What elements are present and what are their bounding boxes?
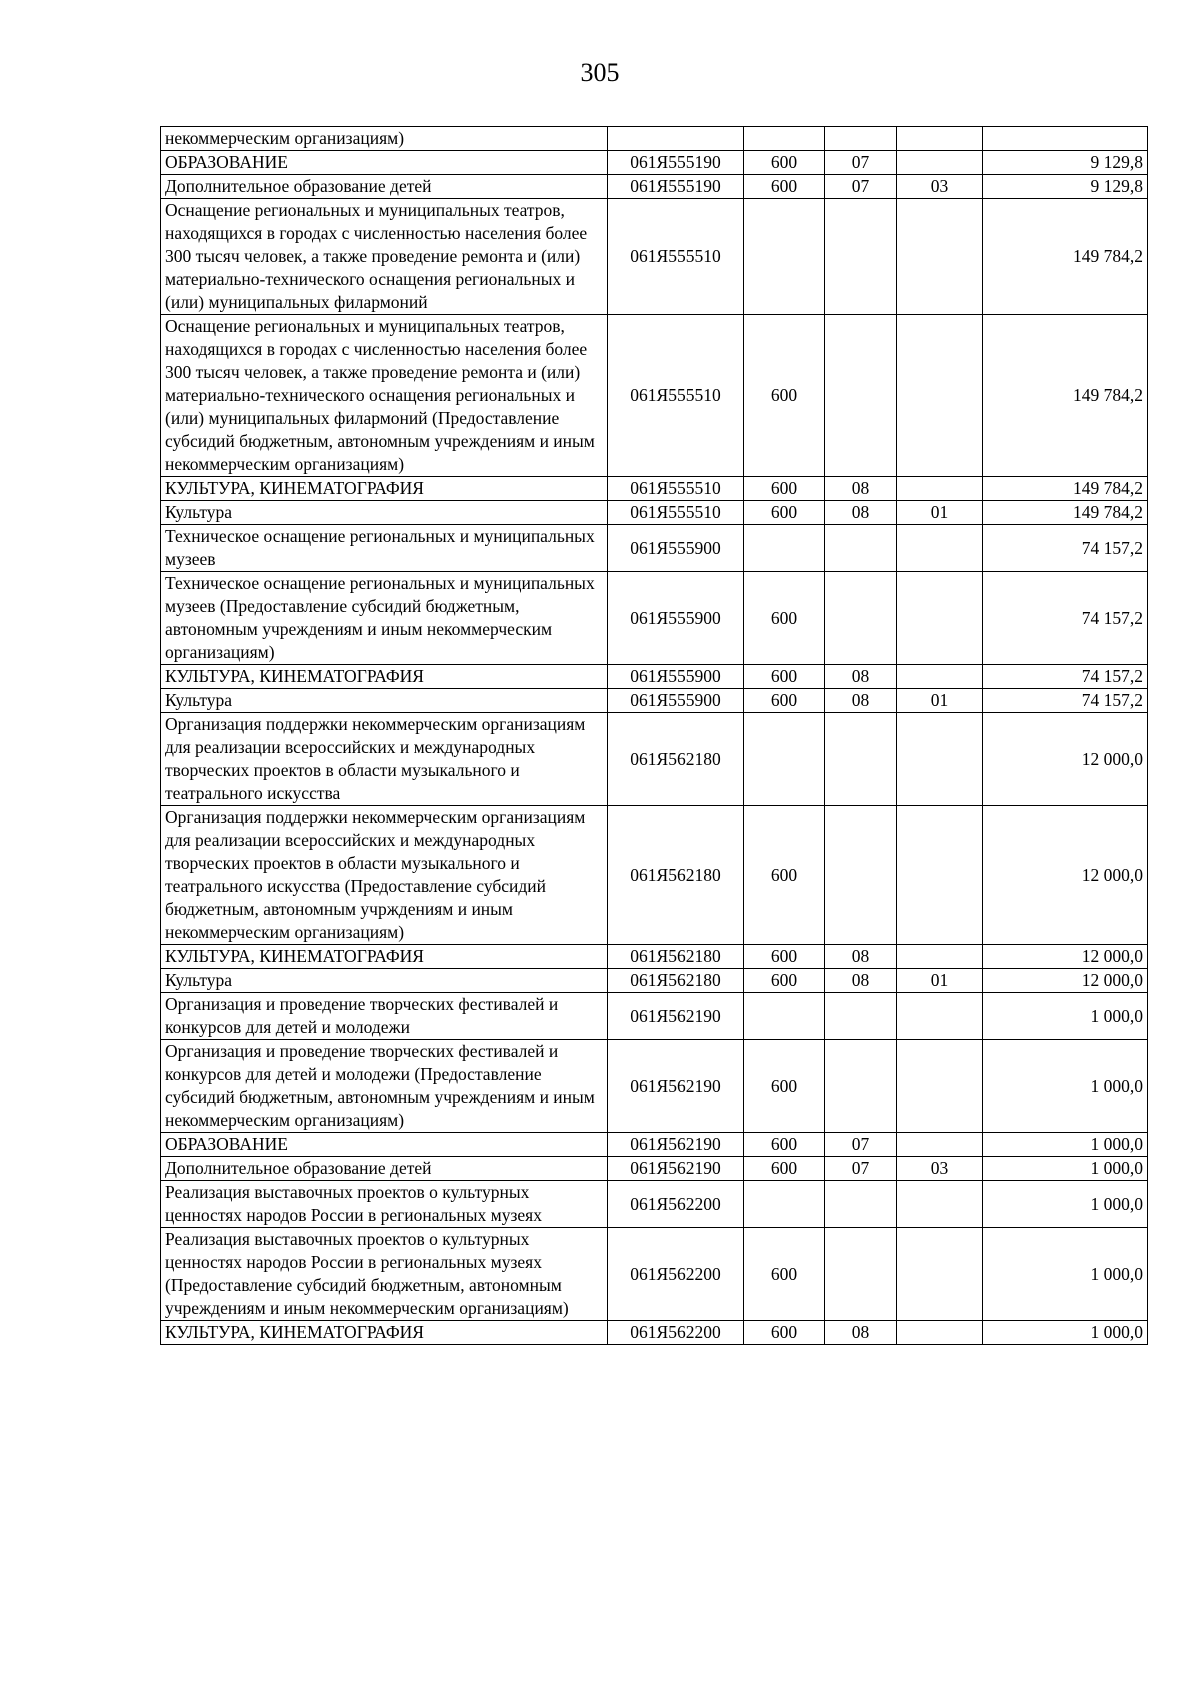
table-row (161, 1133, 1148, 1157)
target-code-cell: 061Я555900 (608, 689, 744, 713)
section-cell: 08 (825, 969, 897, 993)
row-name-cell: Дополнительное образование детей (161, 175, 608, 199)
row-name-cell: Культура (161, 689, 608, 713)
section-cell (825, 1228, 897, 1321)
table-row (161, 1157, 1148, 1181)
table-row (161, 501, 1148, 525)
subsection-cell (897, 315, 983, 477)
expense-type-cell: 600 (744, 477, 825, 501)
subsection-cell (897, 127, 983, 151)
subsection-cell (897, 1040, 983, 1133)
table-row (161, 199, 1148, 315)
row-name-cell: Дополнительное образование детей (161, 1157, 608, 1181)
expense-type-cell: 600 (744, 1228, 825, 1321)
expense-type-cell (744, 713, 825, 806)
row-name-cell: Реализация выставочных проектов о культурных ценностях народов России в региональных музеях (Предоставление субсидий бюджетным, автономным учреждениям и иным некоммерческим организациям) (161, 1228, 608, 1321)
section-cell (825, 806, 897, 945)
target-code-cell: 061Я562180 (608, 713, 744, 806)
section-cell: 07 (825, 1157, 897, 1181)
table-row (161, 945, 1148, 969)
expense-type-cell: 600 (744, 151, 825, 175)
table-row (161, 1040, 1148, 1133)
row-name-cell: КУЛЬТУРА, КИНЕМАТОГРАФИЯ (161, 665, 608, 689)
table-row (161, 1181, 1148, 1228)
row-name-cell: КУЛЬТУРА, КИНЕМАТОГРАФИЯ (161, 1321, 608, 1345)
expense-type-cell: 600 (744, 689, 825, 713)
amount-cell: 12 000,0 (983, 969, 1148, 993)
table-row (161, 127, 1148, 151)
subsection-cell (897, 477, 983, 501)
subsection-cell (897, 572, 983, 665)
expense-type-cell: 600 (744, 806, 825, 945)
amount-cell: 9 129,8 (983, 175, 1148, 199)
target-code-cell: 061Я555190 (608, 151, 744, 175)
row-name-cell: ОБРАЗОВАНИЕ (161, 1133, 608, 1157)
subsection-cell (897, 1133, 983, 1157)
subsection-cell (897, 525, 983, 572)
amount-cell: 74 157,2 (983, 689, 1148, 713)
target-code-cell: 061Я555510 (608, 315, 744, 477)
section-cell (825, 572, 897, 665)
table-row (161, 806, 1148, 945)
table-row (161, 969, 1148, 993)
target-code-cell: 061Я562180 (608, 969, 744, 993)
row-name-cell: ОБРАЗОВАНИЕ (161, 151, 608, 175)
target-code-cell: 061Я562190 (608, 993, 744, 1040)
table-row (161, 525, 1148, 572)
table-row (161, 175, 1148, 199)
table-row (161, 1321, 1148, 1345)
subsection-cell (897, 1228, 983, 1321)
subsection-cell: 01 (897, 501, 983, 525)
expense-type-cell: 600 (744, 1321, 825, 1345)
target-code-cell: 061Я555900 (608, 525, 744, 572)
amount-cell: 74 157,2 (983, 525, 1148, 572)
budget-table (160, 126, 1148, 1345)
target-code-cell: 061Я555510 (608, 199, 744, 315)
amount-cell: 149 784,2 (983, 477, 1148, 501)
amount-cell: 74 157,2 (983, 572, 1148, 665)
target-code-cell (608, 127, 744, 151)
row-name-cell: Техническое оснащение региональных и муниципальных музеев (Предоставление субсидий бюджетным, автономным учреждениям и иным некоммерческим организациям) (161, 572, 608, 665)
table-row (161, 993, 1148, 1040)
section-cell (825, 127, 897, 151)
expense-type-cell (744, 1181, 825, 1228)
section-cell: 07 (825, 151, 897, 175)
amount-cell: 1 000,0 (983, 1040, 1148, 1133)
expense-type-cell: 600 (744, 175, 825, 199)
amount-cell: 149 784,2 (983, 315, 1148, 477)
target-code-cell: 061Я562180 (608, 945, 744, 969)
row-name-cell: КУЛЬТУРА, КИНЕМАТОГРАФИЯ (161, 945, 608, 969)
row-name-cell: Культура (161, 501, 608, 525)
expense-type-cell: 600 (744, 945, 825, 969)
row-name-cell: некоммерческим организациям) (161, 127, 608, 151)
section-cell (825, 713, 897, 806)
section-cell (825, 993, 897, 1040)
subsection-cell: 03 (897, 175, 983, 199)
subsection-cell: 03 (897, 1157, 983, 1181)
expense-type-cell: 600 (744, 1133, 825, 1157)
table-row (161, 1228, 1148, 1321)
row-name-cell: Организация и проведение творческих фестивалей и конкурсов для детей и молодежи (161, 993, 608, 1040)
target-code-cell: 061Я562190 (608, 1040, 744, 1133)
amount-cell: 1 000,0 (983, 993, 1148, 1040)
subsection-cell (897, 1321, 983, 1345)
section-cell: 08 (825, 689, 897, 713)
row-name-cell: КУЛЬТУРА, КИНЕМАТОГРАФИЯ (161, 477, 608, 501)
subsection-cell (897, 945, 983, 969)
subsection-cell (897, 713, 983, 806)
row-name-cell: Организация поддержки некоммерческим организациям для реализации всероссийских и международных творческих проектов в области музыкального и театрального искусства (Предоставление субсидий бюджетным, автономным учрждениям и иным некоммерческим организациям) (161, 806, 608, 945)
target-code-cell: 061Я555900 (608, 572, 744, 665)
row-name-cell: Реализация выставочных проектов о культурных ценностях народов России в региональных музеях (161, 1181, 608, 1228)
expense-type-cell: 600 (744, 1040, 825, 1133)
amount-cell: 149 784,2 (983, 199, 1148, 315)
expense-type-cell (744, 525, 825, 572)
section-cell: 07 (825, 175, 897, 199)
row-name-cell: Организация и проведение творческих фестивалей и конкурсов для детей и молодежи (Предоставление субсидий бюджетным, автономным учреждениям и иным некоммерческим организациям) (161, 1040, 608, 1133)
section-cell: 08 (825, 945, 897, 969)
section-cell (825, 315, 897, 477)
amount-cell: 1 000,0 (983, 1321, 1148, 1345)
expense-type-cell: 600 (744, 665, 825, 689)
expense-type-cell (744, 199, 825, 315)
amount-cell: 149 784,2 (983, 501, 1148, 525)
table-row (161, 151, 1148, 175)
section-cell (825, 525, 897, 572)
table-row (161, 477, 1148, 501)
row-name-cell: Техническое оснащение региональных и муниципальных музеев (161, 525, 608, 572)
subsection-cell (897, 806, 983, 945)
target-code-cell: 061Я562200 (608, 1321, 744, 1345)
expense-type-cell: 600 (744, 1157, 825, 1181)
amount-cell: 74 157,2 (983, 665, 1148, 689)
subsection-cell (897, 993, 983, 1040)
target-code-cell: 061Я562190 (608, 1157, 744, 1181)
section-cell: 07 (825, 1133, 897, 1157)
amount-cell: 1 000,0 (983, 1157, 1148, 1181)
subsection-cell (897, 199, 983, 315)
row-name-cell: Организация поддержки некоммерческим организациям для реализации всероссийских и международных творческих проектов в области музыкального и театрального искусства (161, 713, 608, 806)
subsection-cell (897, 151, 983, 175)
expense-type-cell: 600 (744, 315, 825, 477)
amount-cell: 9 129,8 (983, 151, 1148, 175)
table-body (161, 127, 1148, 1345)
row-name-cell: Культура (161, 969, 608, 993)
amount-cell (983, 127, 1148, 151)
expense-type-cell: 600 (744, 572, 825, 665)
page-number: 305 (580, 58, 620, 87)
target-code-cell: 061Я562180 (608, 806, 744, 945)
section-cell: 08 (825, 665, 897, 689)
amount-cell: 12 000,0 (983, 806, 1148, 945)
expense-type-cell (744, 127, 825, 151)
section-cell (825, 1181, 897, 1228)
target-code-cell: 061Я562200 (608, 1181, 744, 1228)
amount-cell: 1 000,0 (983, 1181, 1148, 1228)
subsection-cell (897, 665, 983, 689)
target-code-cell: 061Я562200 (608, 1228, 744, 1321)
expense-type-cell: 600 (744, 969, 825, 993)
section-cell: 08 (825, 477, 897, 501)
table-row (161, 713, 1148, 806)
amount-cell: 1 000,0 (983, 1228, 1148, 1321)
target-code-cell: 061Я555900 (608, 665, 744, 689)
expense-type-cell (744, 993, 825, 1040)
amount-cell: 1 000,0 (983, 1133, 1148, 1157)
row-name-cell: Оснащение региональных и муниципальных театров, находящихся в городах с численностью населения более 300 тысяч человек, а также проведение ремонта и (или) материально-технического оснащения региональных и (или) муниципальных филармоний (161, 199, 608, 315)
table-row (161, 572, 1148, 665)
subsection-cell: 01 (897, 969, 983, 993)
amount-cell: 12 000,0 (983, 713, 1148, 806)
target-code-cell: 061Я555510 (608, 477, 744, 501)
target-code-cell: 061Я555190 (608, 175, 744, 199)
target-code-cell: 061Я555510 (608, 501, 744, 525)
amount-cell: 12 000,0 (983, 945, 1148, 969)
section-cell (825, 1040, 897, 1133)
row-name-cell: Оснащение региональных и муниципальных театров, находящихся в городах с численностью населения более 300 тысяч человек, а также проведение ремонта и (или) материально-технического оснащения региональных и (или) муниципальных филармоний (Предоставление субсидий бюджетным, автономным учреждениям и иным некоммерческим организациям) (161, 315, 608, 477)
table-row (161, 689, 1148, 713)
target-code-cell: 061Я562190 (608, 1133, 744, 1157)
table-row (161, 665, 1148, 689)
section-cell: 08 (825, 501, 897, 525)
subsection-cell: 01 (897, 689, 983, 713)
table-row (161, 315, 1148, 477)
expense-type-cell: 600 (744, 501, 825, 525)
section-cell (825, 199, 897, 315)
subsection-cell (897, 1181, 983, 1228)
section-cell: 08 (825, 1321, 897, 1345)
